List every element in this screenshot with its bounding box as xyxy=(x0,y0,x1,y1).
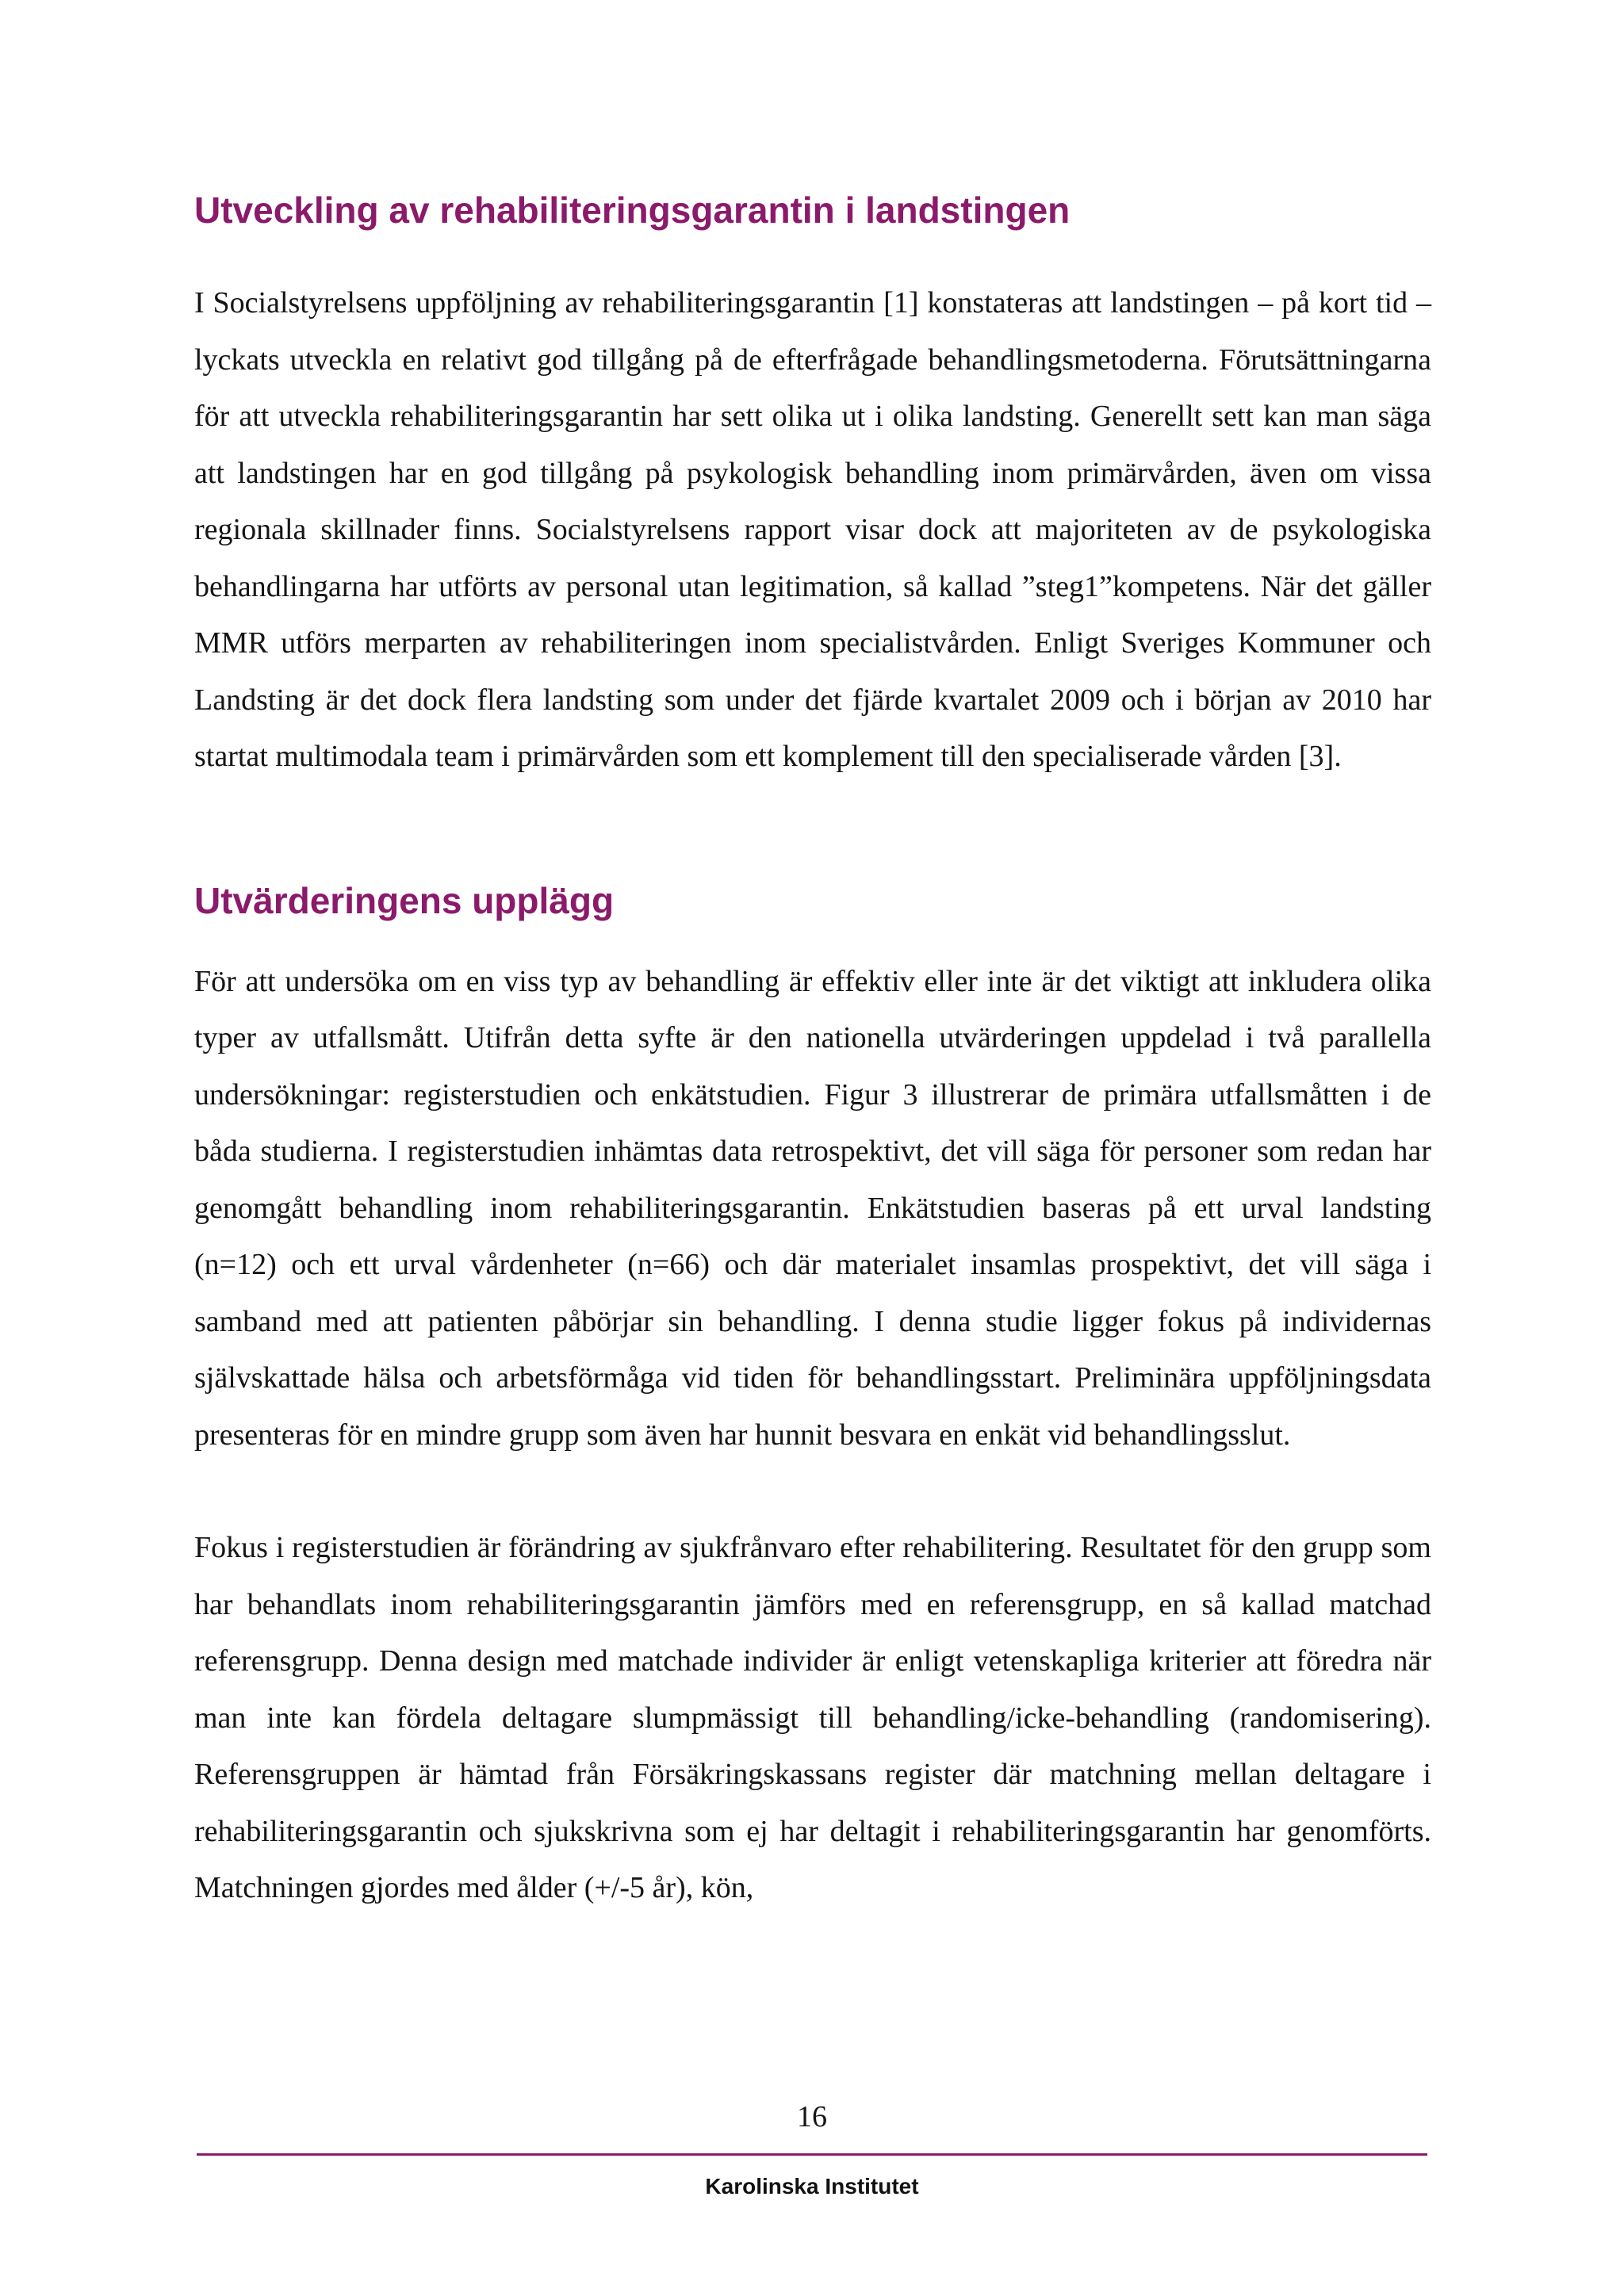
page-content xyxy=(194,189,1431,1917)
paragraph-development: I Socialstyrelsens uppföljning av rehabiliteringsgarantin [1] konstateras att landstingen – på kort tid – lyckats utveckla en relativt god tillgång på de efterfrågade behandlingsmetoderna. Förutsättningarna för att utveckla rehabiliteringsgarantin har sett olika ut i olika landsting. Generellt sett kan man säga att landstingen har en god tillgång på psykologisk behandling inom primärvården, även om vissa regionala skillnader finns. Socialstyrelsens rapport visar dock att majoriteten av de psykologiska behandlingarna har utförts av personal utan legitimation, så kallad ”steg1”kompetens. När det gäller MMR utförs merparten av rehabiliteringen inom specialistvården. Enligt Sveriges Kommuner och Landsting är det dock flera landsting som under det fjärde kvartalet 2009 och i början av 2010 har startat multimodala team i primärvården som ett komplement till den specialiserade vården [3]. xyxy=(194,286,1431,774)
paragraph-register-study: Fokus i registerstudien är förändring av sjukfrånvaro efter rehabilitering. Resultatet för den grupp som har behandlats inom rehabiliteringsgarantin jämförs med en referensgrupp, en så kallad matchad referensgrupp. Denna design med matchade individer är enligt vetenskapliga kriterier att föredra när man inte kan fördela deltagare slumpmässigt till behandling/icke-behandling (randomisering). Referensgruppen är hämtad från Försäkringskassans register där matchning mellan deltagare i rehabiliteringsgarantin och sjukskrivna som ej har deltagit i rehabiliteringsgarantin har genomförts. Matchningen gjordes med ålder (+/-5 år), kön, xyxy=(194,1531,1431,1905)
paragraph-evaluation-design: För att undersöka om en viss typ av behandling är effektiv eller inte är det viktigt att inkludera olika typer av utfallsmått. Utifrån detta syfte är den nationella utvärderingen uppdelad i två parallella undersökningar: registerstudien och enkätstudien. Figur 3 illustrerar de primära utfallsmåtten i de båda studierna. I registerstudien inhämtas data retrospektivt, det vill säga för personer som redan har genomgått behandling inom rehabiliteringsgarantin. Enkätstudien baseras på ett urval landsting (n=12) och ett urval vårdenheter (n=66) och där materialet insamlas prospektivt, det vill säga i samband med att patienten påbörjar sin behandling. I denna studie ligger fokus på individernas självskattade hälsa och arbetsförmåga vid tiden för behandlingsstart. Preliminära uppföljningsdata presenteras för en mindre grupp som även har hunnit besvara en enkät vid behandlingsslut. xyxy=(194,964,1431,1452)
page-number: 16 xyxy=(797,2100,827,2133)
footer-divider xyxy=(197,2153,1427,2156)
section-heading-evaluation-design: Utvärderingens upplägg xyxy=(194,879,615,921)
section-heading-development: Utveckling av rehabiliteringsgarantin i landstingen xyxy=(194,189,1071,231)
footer-organization: Karolinska Institutet xyxy=(705,2174,919,2198)
